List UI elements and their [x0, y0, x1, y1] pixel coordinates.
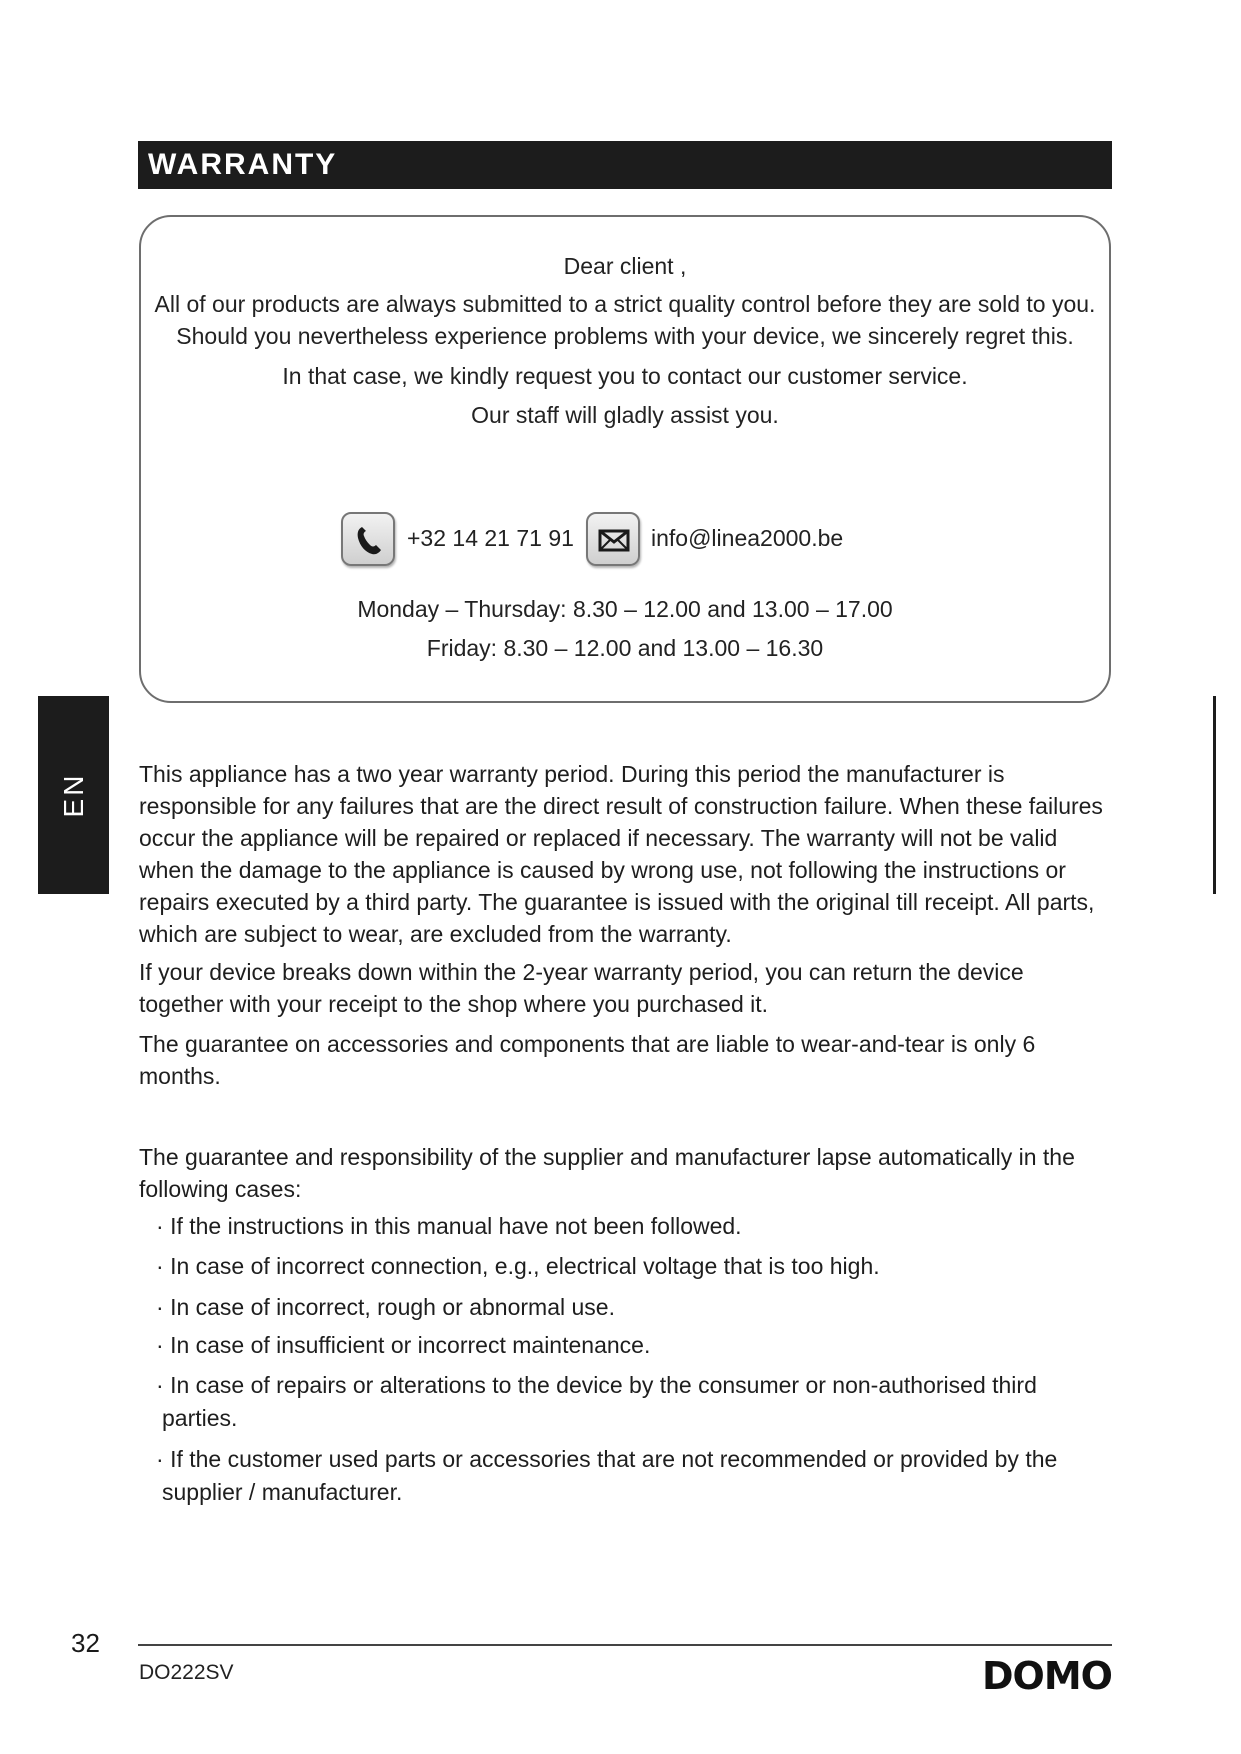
- footer-divider: [138, 1644, 1112, 1646]
- phone-number[interactable]: +32 14 21 71 91: [407, 525, 574, 551]
- email-address[interactable]: info@linea2000.be: [651, 525, 844, 551]
- list-item: · If the customer used parts or accessories that are not recommended or provided by the supplier / manufacturer.: [146, 1443, 1106, 1509]
- warranty-header: WARRANTY: [138, 141, 1112, 189]
- contact-row: [141, 509, 1109, 569]
- list-item: · In case of incorrect connection, e.g., electrical voltage that is too high.: [146, 1250, 1106, 1283]
- language-tab: [38, 696, 109, 894]
- margin-marker: [1213, 696, 1216, 894]
- page-number: 32: [71, 1628, 100, 1658]
- brand-logo: DOMO: [982, 1654, 1112, 1698]
- contact-line-quality: All of our products are always submitted to a strict quality control before they are sold to you.: [154, 291, 1096, 317]
- hours-weekdays: Monday – Thursday: 8.30 – 12.00 and 13.00 – 17.00: [357, 596, 893, 622]
- return-paragraph: If your device breaks down within the 2-year warranty period, you can return the device together with your receipt to the shop where you purchased it.: [139, 959, 1024, 1017]
- accessories-paragraph: The guarantee on accessories and components that are liable to wear-and-tear is only 6 months.: [139, 1031, 1036, 1089]
- model-number: DO222SV: [139, 1661, 234, 1684]
- list-item: · In case of repairs or alterations to the device by the consumer or non-authorised third parties.: [146, 1369, 1106, 1435]
- list-item: · In case of insufficient or incorrect maintenance.: [146, 1329, 1106, 1362]
- phone-icon: [341, 512, 395, 566]
- list-item: · In case of incorrect, rough or abnormal use.: [146, 1291, 1106, 1324]
- contact-line-regret: Should you nevertheless experience problems with your device, we sincerely regret this.: [176, 323, 1074, 349]
- contact-line-assist: Our staff will gladly assist you.: [471, 402, 779, 428]
- envelope-icon: [586, 512, 640, 566]
- list-item: · If the instructions in this manual have not been followed.: [146, 1210, 1106, 1243]
- language-label: EN: [57, 772, 89, 818]
- lapse-intro: The guarantee and responsibility of the supplier and manufacturer lapse automatically in the following cases:: [139, 1144, 1075, 1202]
- contact-line-request: In that case, we kindly request you to contact our customer service.: [282, 363, 968, 389]
- greeting: Dear client ,: [563, 253, 687, 279]
- hours-friday: Friday: 8.30 – 12.00 and 13.00 – 16.30: [426, 635, 824, 661]
- customer-service-box: [139, 215, 1111, 703]
- warranty-paragraph: This appliance has a two year warranty period. During this period the manufacturer is responsible for any failures that are the direct result of construction failure. When these failures occur the appliance will be repaired or replaced if necessary. The warranty will not be valid when the damage to the appliance is caused by wrong use, not following the instructions or repairs executed by a third party. The guarantee is issued with the original till receipt. All parts, which are subject to wear, are excluded from the warranty.: [139, 761, 1103, 947]
